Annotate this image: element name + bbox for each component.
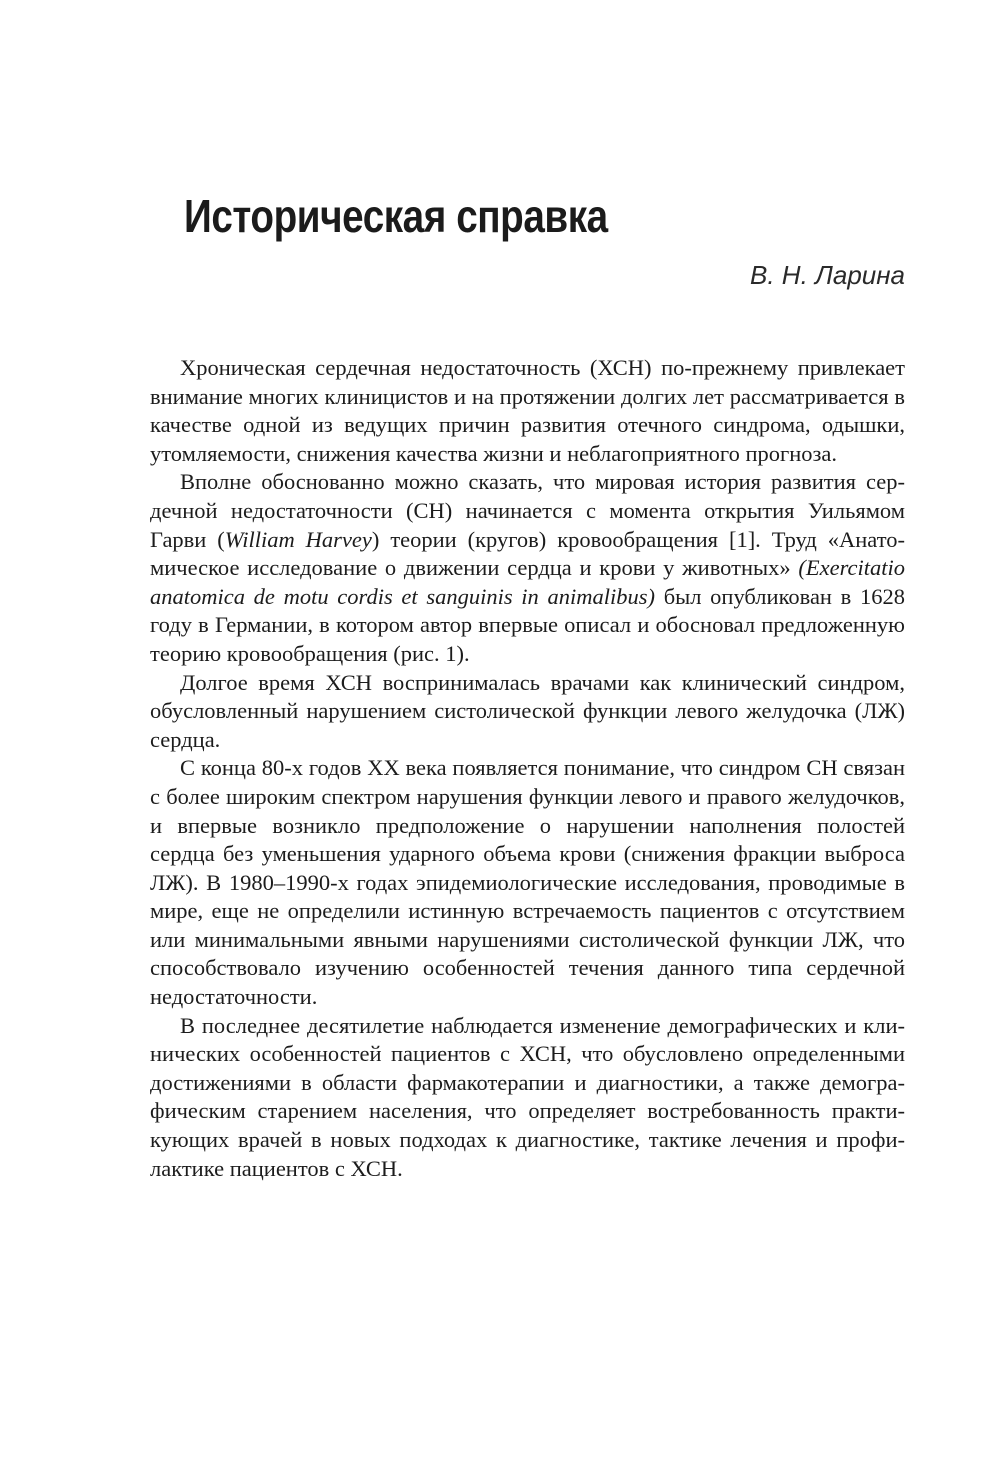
paragraph-2-latin-italic: William Harvey (224, 526, 372, 552)
paragraph-1 (150, 354, 905, 468)
paragraph-2 (150, 468, 905, 668)
paragraph-1-text: Хроническая сердечная недостаточность (ХСН) по-прежнему привлекает внимание многих клиницистов и на протяжении долгих лет рассматривается в качестве одной из ведущих причин развития отечного синдрома, одышки, утомляемости, снижения качества жизни и неблагоприятного прогноза. (150, 355, 905, 466)
body-text (150, 354, 905, 1183)
page-title-text: Историческая справка (184, 190, 608, 242)
paragraph-2-text: был опубликован в 1628 году в Германии, в котором автор впервые описал и обосновал предложенную теорию кровообращения (рис. 1). (150, 583, 905, 666)
author-name: В. Н. Ларина (750, 260, 905, 290)
paragraph-2-latin-italic: (Exercitatio anatomica de motu cordis et sanguinis in animalibus) (150, 555, 905, 609)
paragraph-5-text: В последнее десятилетие наблюдается изменение демографических и клинических особенностей пациентов с ХСН, что обусловлено определенными достижениями в области фармакотерапии и диагностики, а также демографическим старением населения, что определяет востребованность практикующих врачей в новых подходах к диагностике, тактике лечения и профилактике пациентов с ХСН. (150, 1012, 905, 1181)
paragraph-2-text: ) теории (кругов) кровообращения [1]. Труд «Анатомическое исследование о движении сердца и крови у животных» (150, 526, 905, 581)
paragraph-4 (150, 754, 905, 1011)
page-title (184, 190, 905, 242)
paragraph-2-text: Вполне обоснованно можно сказать, что мировая история развития сердечной недостаточности (СН) начинается с момента открытия Уильямом Гарви ( (150, 469, 905, 552)
paragraph-3 (150, 669, 905, 755)
paragraph-3-text: Долгое время ХСН воспринималась врачами как клинический синдром, обусловленный нарушением систолической функции левого желудочка (ЛЖ) сердца. (150, 669, 905, 752)
page-content (150, 190, 905, 1183)
paragraph-5 (150, 1012, 905, 1184)
paragraph-4-text: С конца 80-х годов XX века появляется понимание, что синдром СН связан с более широким спектром нарушения функции левого и правого желудочков, и впервые возникло предположение о нарушении наполнения полостей сердца без уменьшения ударного объема крови (снижения фракции выброса ЛЖ). В 1980–1990-х годах эпидемиологические исследования, проводимые в мире, еще не определили истинную встречаемость пациентов с отсутствием или минимальными явными нарушениями систолической функции ЛЖ, что способствовало изучению особенностей течения данного типа сердечной недостаточности. (150, 755, 905, 1010)
